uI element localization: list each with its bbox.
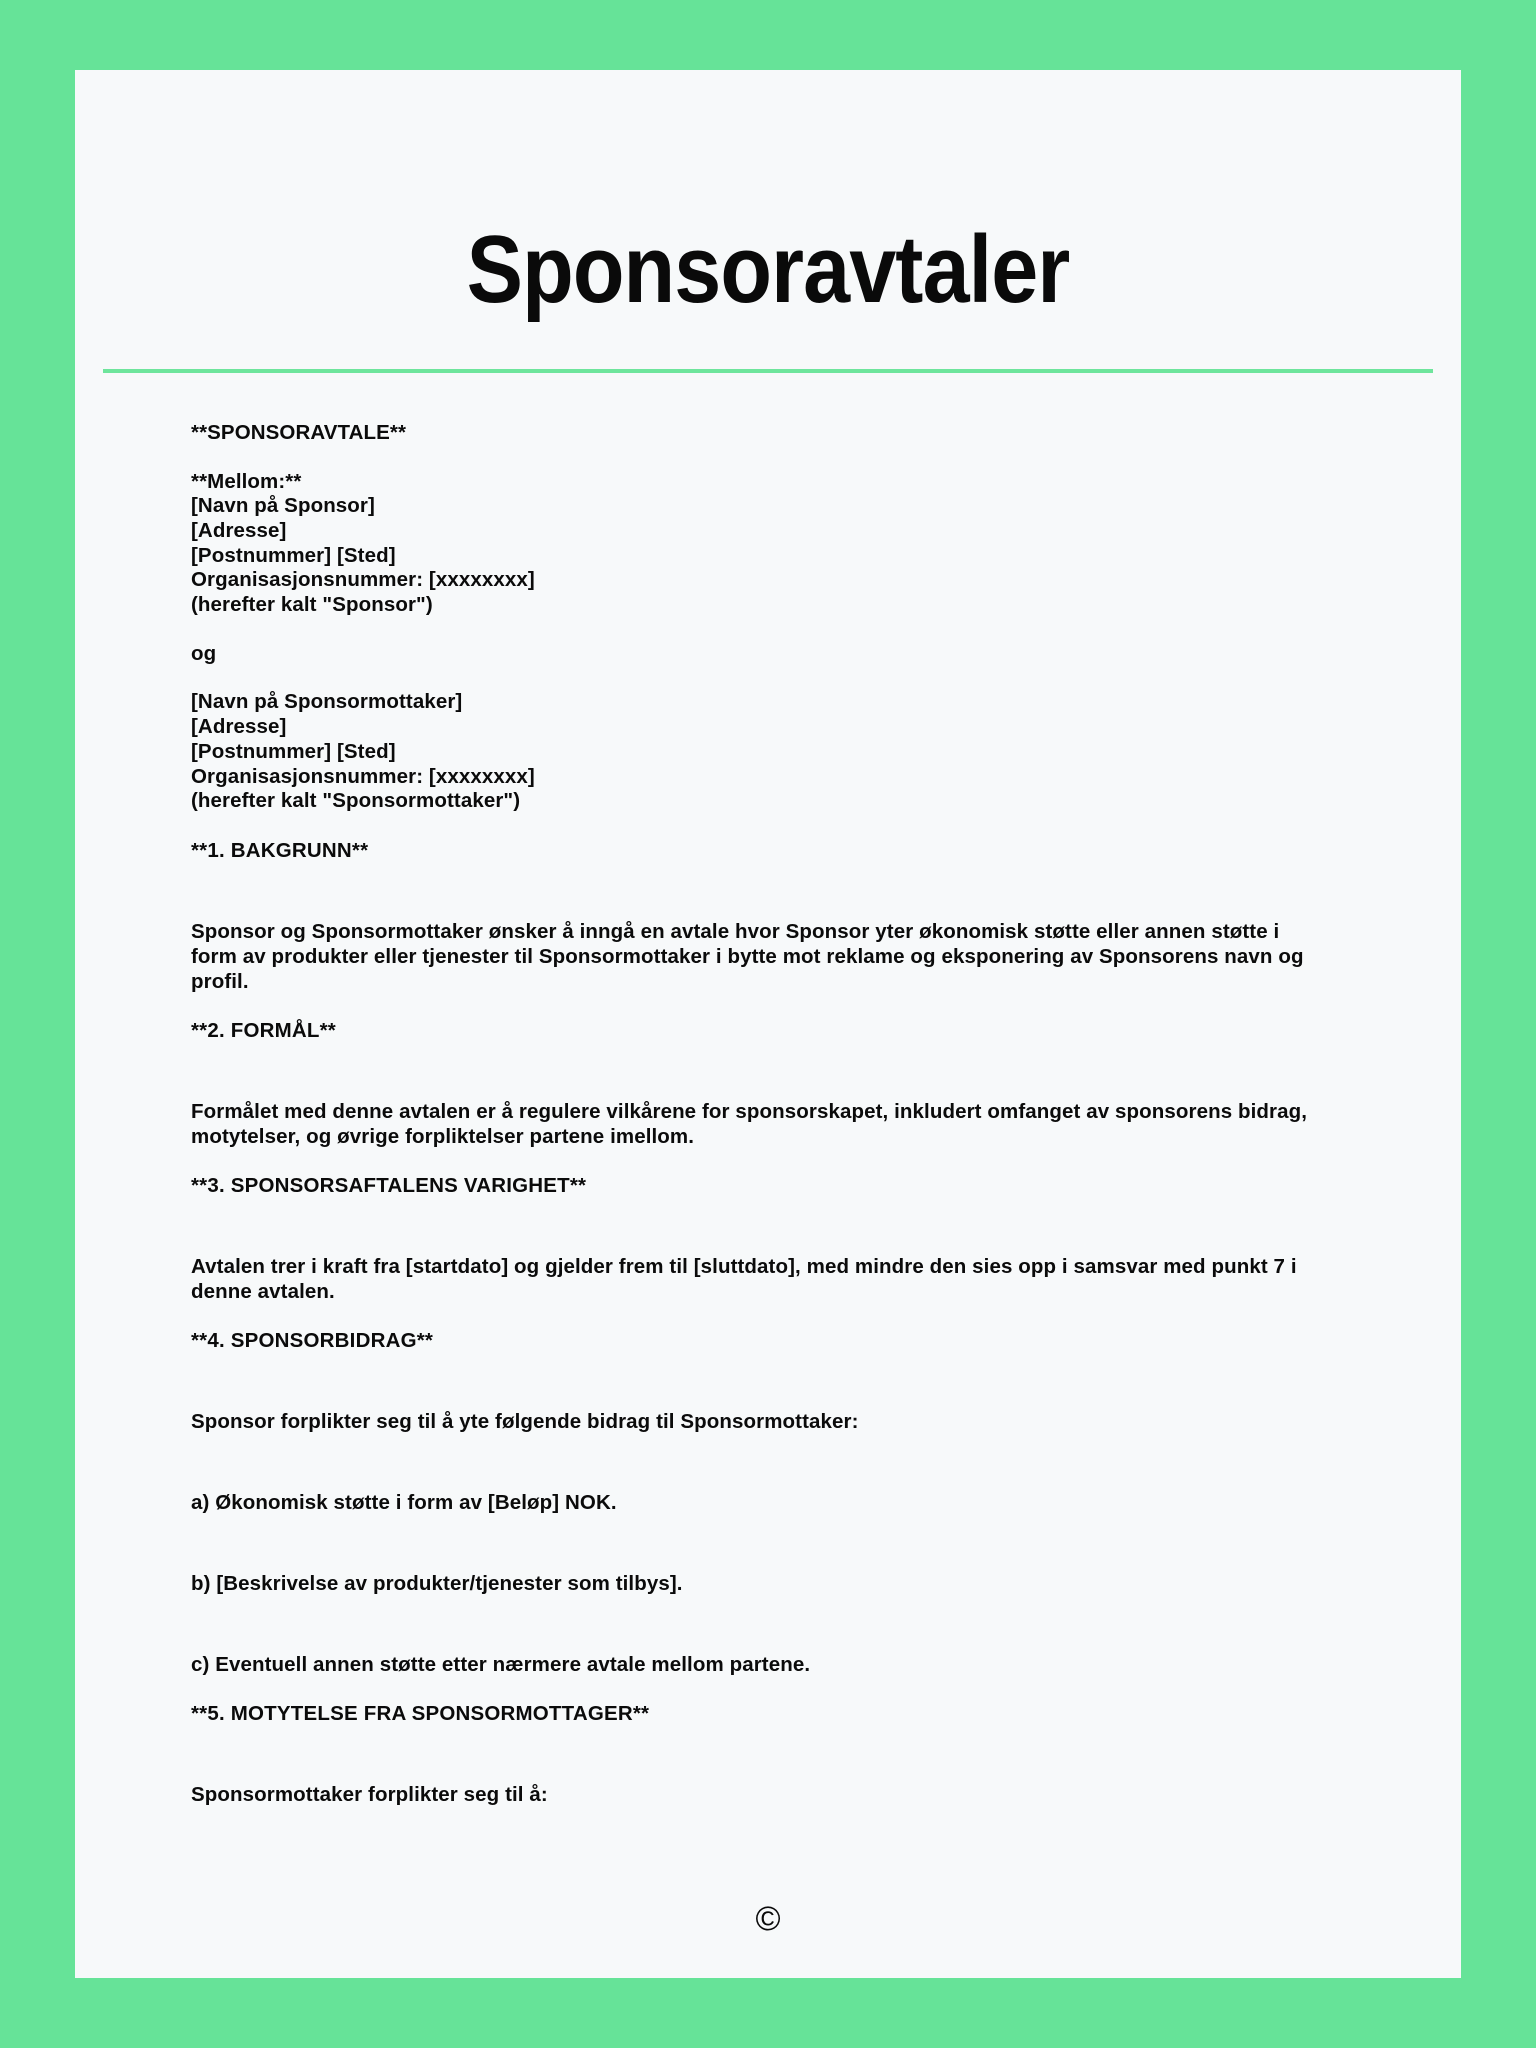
spacer — [191, 666, 1311, 690]
page-title: Sponsoravtaler — [466, 216, 1070, 323]
section-5-body: Sponsormottaker forplikter seg til å: — [191, 1782, 548, 1806]
recipient-name: [Navn på Sponsormottaker] — [191, 690, 463, 714]
spacer — [191, 446, 1311, 470]
section-4-body: Sponsor forplikter seg til å yte følgende bidrag til Sponsormottaker: — [191, 1409, 859, 1433]
section-1-heading: **1. BAKGRUNN** — [191, 838, 369, 862]
section-4-item-b: b) [Beskrivelse av produkter/tjenester som tilbys]. — [191, 1571, 683, 1595]
spacer — [191, 814, 1311, 838]
sponsor-alias: (herefter kalt "Sponsor") — [191, 593, 433, 617]
spacer — [191, 1149, 1311, 1173]
spacer — [191, 994, 1311, 1018]
section-2-heading: **2. FORMÅL** — [191, 1018, 336, 1042]
document-subheading: **SPONSORAVTALE** — [191, 420, 407, 444]
spacer — [191, 1043, 1311, 1099]
spacer — [191, 1596, 1311, 1652]
section-2-body: Formålet med denne avtalen er å regulere vilkårene for sponsorskapet, inkludert omfanget av sponsorens bidrag, motytelser, og øvrige forpliktelser partene imellom. — [191, 1099, 1308, 1148]
sponsor-address: [Adresse] — [191, 518, 287, 542]
footer — [75, 1902, 1461, 1936]
spacer — [191, 618, 1311, 642]
recipient-alias: (herefter kalt "Sponsormottaker") — [191, 789, 521, 813]
parties-conjunction: og — [191, 641, 217, 665]
recipient-address: [Adresse] — [191, 715, 287, 739]
spacer — [191, 1434, 1311, 1490]
spacer — [191, 1677, 1311, 1701]
recipient-postal: [Postnummer] [Sted] — [191, 739, 396, 763]
section-1-body: Sponsor og Sponsormottaker ønsker å inngå en avtale hvor Sponsor yter økonomisk støtte eller annen støtte i form av produkter eller tjenester til Sponsormottaker i bytte mot reklame og eksponering av Sponsorens navn og profil. — [191, 919, 1304, 993]
recipient-org-number: Organisasjonsnummer: [xxxxxxxx] — [191, 764, 535, 788]
spacer — [191, 1726, 1311, 1782]
spacer — [191, 1353, 1311, 1409]
spacer — [191, 1515, 1311, 1571]
section-4-item-a: a) Økonomisk støtte i form av [Beløp] NOK. — [191, 1490, 617, 1514]
section-4-item-c: c) Eventuell annen støtte etter nærmere avtale mellom partene. — [191, 1652, 811, 1676]
sponsor-name: [Navn på Sponsor] — [191, 494, 375, 518]
spacer — [191, 863, 1311, 919]
copyright-icon: © — [755, 1900, 781, 1938]
parties-mellom-label: **Mellom:** — [191, 469, 302, 493]
section-4-heading: **4. SPONSORBIDRAG** — [191, 1328, 434, 1352]
sponsor-org-number: Organisasjonsnummer: [xxxxxxxx] — [191, 568, 535, 592]
spacer — [191, 1304, 1311, 1328]
section-5-heading: **5. MOTYTELSE FRA SPONSORMOTTAGER** — [191, 1701, 650, 1725]
section-3-heading: **3. SPONSORSAFTALENS VARIGHET** — [191, 1173, 587, 1197]
section-3-body: Avtalen trer i kraft fra [startdato] og gjelder frem til [sluttdato], med mindre den sies opp i samsvar med punkt 7 i denne avtalen. — [191, 1254, 1297, 1303]
document-body — [191, 373, 1311, 1807]
spacer — [191, 1198, 1311, 1254]
document-sheet — [75, 70, 1461, 1978]
sponsor-postal: [Postnummer] [Sted] — [191, 543, 396, 567]
